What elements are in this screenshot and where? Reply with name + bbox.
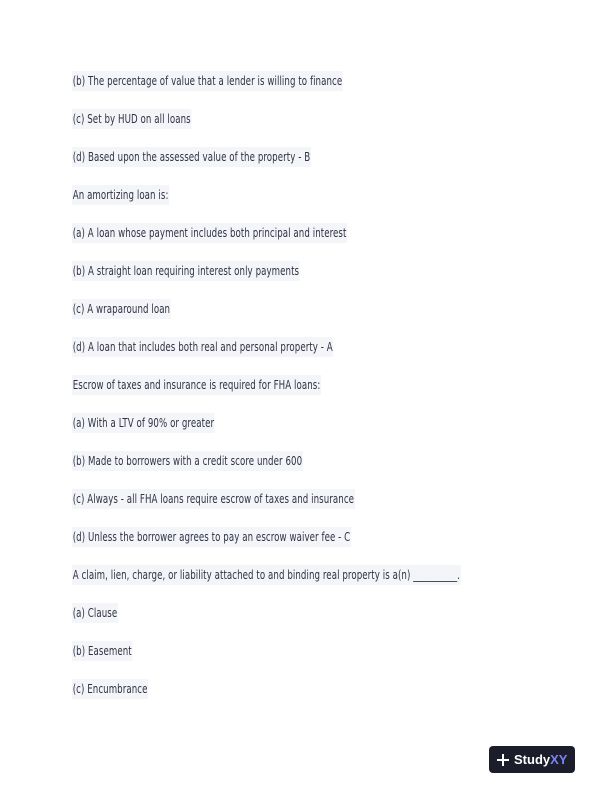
option-line [72, 147, 552, 185]
option-line [72, 489, 552, 527]
option-line [72, 603, 552, 641]
brand-part-study: Study [514, 752, 551, 767]
option-line [72, 451, 552, 489]
option-line [72, 641, 552, 679]
question-line [72, 375, 552, 413]
option-line [72, 223, 552, 261]
line-text: (c) A wraparound loan [72, 299, 171, 319]
line-text: (d) A loan that includes both real and personal property - A [72, 337, 334, 357]
line-text: (d) Unless the borrower agrees to pay an escrow waiver fee - C [72, 527, 351, 547]
line-text: (b) Made to borrowers with a credit score under 600 [72, 451, 303, 471]
option-line [72, 261, 552, 299]
option-line [72, 679, 552, 717]
plus-icon [497, 754, 509, 766]
line-text: An amortizing loan is: [72, 185, 169, 205]
option-line [72, 413, 552, 451]
option-line [72, 71, 552, 109]
question-line [72, 185, 552, 223]
option-line [72, 299, 552, 337]
line-text: (c) Set by HUD on all loans [72, 109, 191, 129]
line-text: (b) A straight loan requiring interest only payments [72, 261, 300, 281]
line-text: (b) The percentage of value that a lender is willing to finance [72, 71, 343, 91]
line-text: (b) Easement [72, 641, 132, 661]
question-line [72, 565, 552, 603]
brand-part-xy: XY [550, 752, 568, 767]
line-text: (c) Always - all FHA loans require escrow of taxes and insurance [72, 489, 355, 509]
line-text: (a) Clause [72, 603, 118, 623]
option-line [72, 109, 552, 147]
line-text: (a) A loan whose payment includes both principal and interest [72, 223, 347, 243]
brand-name [514, 746, 567, 773]
line-text: A claim, lien, charge, or liability attached to and binding real property is a(n) __________. [72, 565, 461, 585]
line-text: (c) Encumbrance [72, 679, 148, 699]
document-text [72, 71, 552, 717]
line-text: Escrow of taxes and insurance is required for FHA loans: [72, 375, 321, 395]
line-text: (a) With a LTV of 90% or greater [72, 413, 215, 433]
line-text: (d) Based upon the assessed value of the property - B [72, 147, 311, 167]
studyxy-badge[interactable] [489, 746, 575, 773]
option-line [72, 527, 552, 565]
option-line [72, 337, 552, 375]
